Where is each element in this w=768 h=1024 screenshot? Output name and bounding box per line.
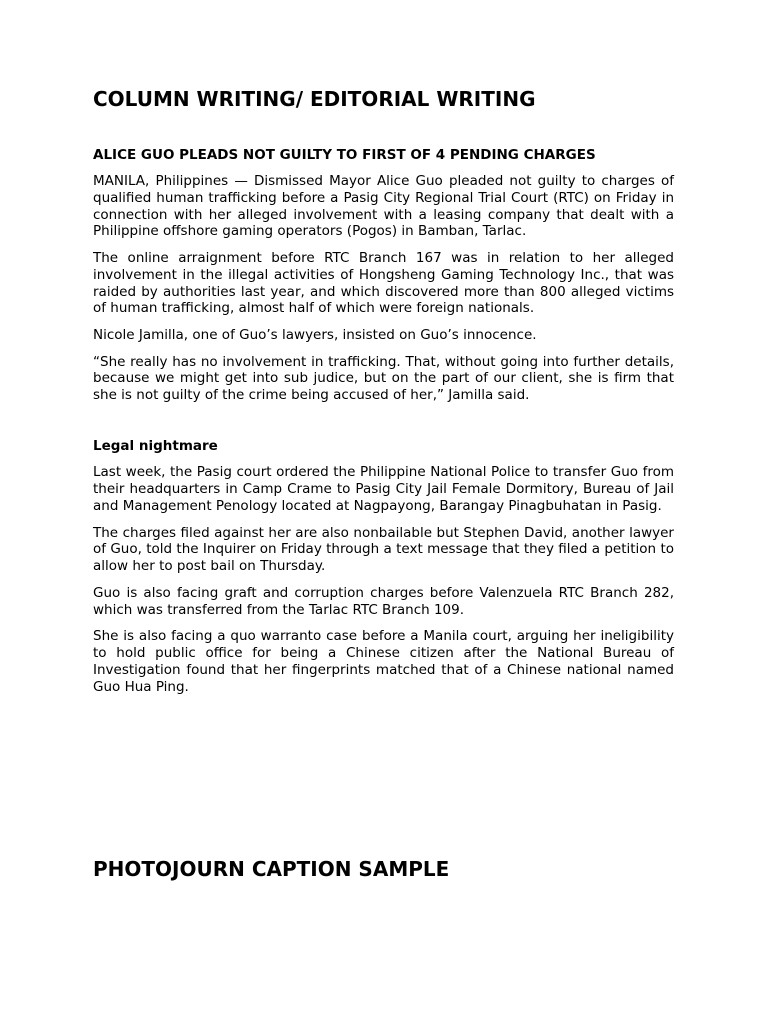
article	[93, 147, 674, 705]
article-subheading: Legal nightmare	[93, 437, 218, 454]
document-page	[93, 0, 674, 1024]
article-paragraph: MANILA, Philippines — Dismissed Mayor Alice Guo pleaded not guilty to charges of qualified human trafficking before a Pasig City Regional Trial Court (RTC) on Friday in connection with her alleged involvement with a leasing company that dealt with a Philippine offshore gaming operators (Pogos) in Bamban, Tarlac.	[93, 173, 674, 240]
article-paragraph: Guo is also facing graft and corruption charges before Valenzuela RTC Branch 282, which was transferred from the Tarlac RTC Branch 109.	[93, 584, 674, 618]
article-paragraph: “She really has no involvement in trafficking. That, without going into further details, because we might get into sub judice, but on the part of our client, she is firm that she is not guilty of the crime being accused of her,” Jamilla said.	[93, 353, 674, 404]
section-title-column-writing: COLUMN WRITING/ EDITORIAL WRITING	[93, 87, 536, 111]
article-paragraph: The online arraignment before RTC Branch 167 was in relation to her alleged involvement in the illegal activities of Hongsheng Gaming Technology Inc., that was raided by authorities last year, and which discovered more than 800 alleged victims of human trafficking, almost half of which were foreign nationals.	[93, 249, 674, 317]
article-paragraph: Last week, the Pasig court ordered the Philippine National Police to transfer Guo from their headquarters in Camp Crame to Pasig City Jail Female Dormitory, Bureau of Jail and Management Penology located at Nagpayong, Barangay Pinagbuhatan in Pasig.	[93, 464, 674, 515]
article-paragraph: She is also facing a quo warranto case before a Manila court, arguing her ineligibility to hold public office for being a Chinese citizen after the National Bureau of Investigation found that her fingerprints matched that of a Chinese national named Guo Hua Ping.	[93, 628, 674, 695]
section-title-photojourn: PHOTOJOURN CAPTION SAMPLE	[93, 857, 450, 881]
article-paragraph: Nicole Jamilla, one of Guo’s lawyers, insisted on Guo’s innocence.	[93, 326, 537, 343]
article-paragraph: The charges filed against her are also nonbailable but Stephen David, another lawyer of Guo, told the Inquirer on Friday through a text message that they filed a petition to allow her to post bail on Thursday.	[93, 524, 674, 575]
article-headline: ALICE GUO PLEADS NOT GUILTY TO FIRST OF 4 PENDING CHARGES	[93, 147, 596, 163]
